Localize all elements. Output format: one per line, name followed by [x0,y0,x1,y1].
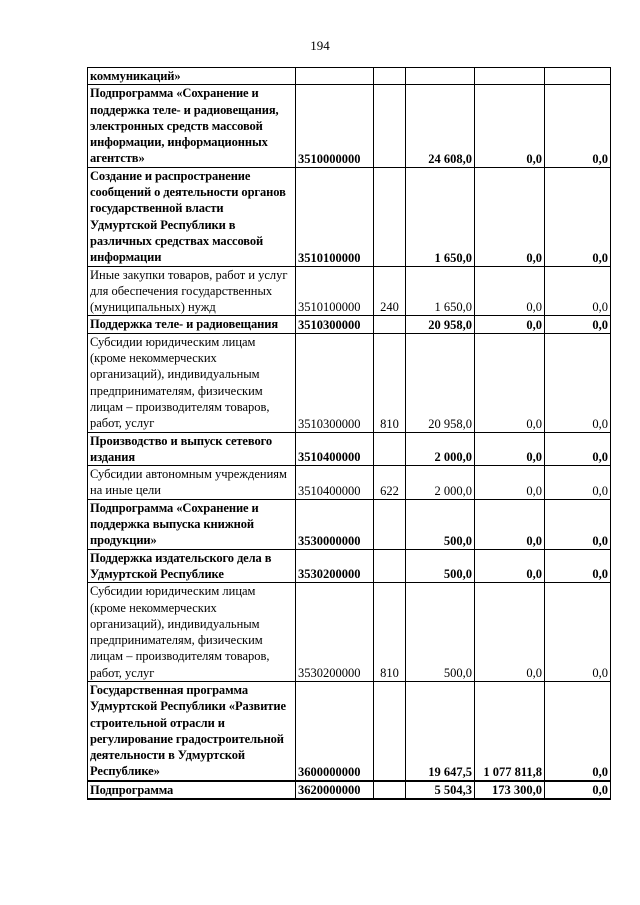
row-expense-type [374,167,406,266]
row-amount-3: 0,0 [545,549,611,583]
row-amount-1: 5 504,3 [406,781,475,799]
row-amount-1: 2 000,0 [406,466,475,500]
row-amount-1: 19 647,5 [406,681,475,780]
row-code: 3530200000 [296,549,374,583]
table-row [88,167,611,266]
row-name: Создание и распространение сообщений о деятельности органов государственной власти Удмуртской Республики в различных средствах массовой информации [88,167,296,266]
row-expense-type [374,781,406,799]
row-expense-type: 810 [374,583,406,682]
row-name: Государственная программа Удмуртской Республики «Развитие строительной отрасли и регулирование градостроительной деятельности в Удмуртской Республике» [88,681,296,780]
row-expense-type: 622 [374,466,406,500]
row-amount-1: 500,0 [406,549,475,583]
table-row [88,781,611,799]
row-expense-type [374,681,406,780]
row-expense-type: 810 [374,333,406,432]
row-amount-3: 0,0 [545,432,611,466]
table-row [88,499,611,549]
row-name: Субсидии юридическим лицам (кроме некоммерческих организаций), индивидуальным предпринимателям, физическим лицам – производителям товаров, работ, услуг [88,333,296,432]
budget-table [87,67,611,800]
table-row [88,333,611,432]
row-expense-type [374,549,406,583]
row-code: 3510000000 [296,85,374,167]
table-row [88,549,611,583]
row-expense-type [374,68,406,85]
row-amount-2: 0,0 [475,85,545,167]
table-row [88,316,611,333]
row-amount-3: 0,0 [545,266,611,316]
row-amount-3: 0,0 [545,333,611,432]
table-row [88,68,611,85]
row-amount-1: 2 000,0 [406,432,475,466]
row-amount-3: 0,0 [545,499,611,549]
row-code: 3530000000 [296,499,374,549]
row-amount-2: 0,0 [475,499,545,549]
row-name: коммуникаций» [88,68,296,85]
row-name: Подпрограмма «Сохранение и поддержка теле- и радиовещания, электронных средств массовой информации, информационных агентств» [88,85,296,167]
row-code: 3620000000 [296,781,374,799]
table-row [88,266,611,316]
row-amount-2: 173 300,0 [475,781,545,799]
table-row [88,85,611,167]
row-amount-2: 0,0 [475,549,545,583]
row-amount-1: 20 958,0 [406,333,475,432]
row-code: 3510400000 [296,432,374,466]
row-name: Субсидии автономным учреждениям на иные цели [88,466,296,500]
row-amount-3: 0,0 [545,781,611,799]
row-code: 3510100000 [296,167,374,266]
row-amount-1: 1 650,0 [406,266,475,316]
row-amount-2: 1 077 811,8 [475,681,545,780]
row-amount-2: 0,0 [475,432,545,466]
row-amount-2 [475,68,545,85]
page-number: 194 [310,38,330,53]
row-amount-3: 0,0 [545,583,611,682]
row-amount-2: 0,0 [475,316,545,333]
row-amount-2: 0,0 [475,583,545,682]
row-expense-type [374,85,406,167]
table-row [88,432,611,466]
row-amount-1: 1 650,0 [406,167,475,266]
row-amount-3 [545,68,611,85]
row-amount-1: 24 608,0 [406,85,475,167]
row-name: Поддержка теле- и радиовещания [88,316,296,333]
row-name: Производство и выпуск сетевого издания [88,432,296,466]
row-amount-3: 0,0 [545,167,611,266]
row-code [296,68,374,85]
row-code: 3510300000 [296,333,374,432]
row-amount-2: 0,0 [475,333,545,432]
row-amount-1: 500,0 [406,583,475,682]
row-name: Иные закупки товаров, работ и услуг для обеспечения государственных (муниципальных) нужд [88,266,296,316]
table-row [88,466,611,500]
row-amount-1 [406,68,475,85]
row-name: Подпрограмма [88,781,296,799]
row-code: 3530200000 [296,583,374,682]
row-code: 3600000000 [296,681,374,780]
row-expense-type: 240 [374,266,406,316]
row-expense-type [374,316,406,333]
row-amount-2: 0,0 [475,167,545,266]
row-name: Подпрограмма «Сохранение и поддержка выпуска книжной продукции» [88,499,296,549]
row-expense-type [374,499,406,549]
row-amount-2: 0,0 [475,266,545,316]
row-amount-3: 0,0 [545,85,611,167]
row-amount-1: 20 958,0 [406,316,475,333]
row-code: 3510400000 [296,466,374,500]
table-row [88,583,611,682]
row-amount-1: 500,0 [406,499,475,549]
row-expense-type [374,432,406,466]
row-name: Поддержка издательского дела в Удмуртской Республике [88,549,296,583]
row-code: 3510100000 [296,266,374,316]
table-row [88,681,611,780]
row-amount-3: 0,0 [545,466,611,500]
row-amount-2: 0,0 [475,466,545,500]
row-name: Субсидии юридическим лицам (кроме некоммерческих организаций), индивидуальным предпринимателям, физическим лицам – производителям товаров, работ, услуг [88,583,296,682]
row-code: 3510300000 [296,316,374,333]
row-amount-3: 0,0 [545,681,611,780]
row-amount-3: 0,0 [545,316,611,333]
